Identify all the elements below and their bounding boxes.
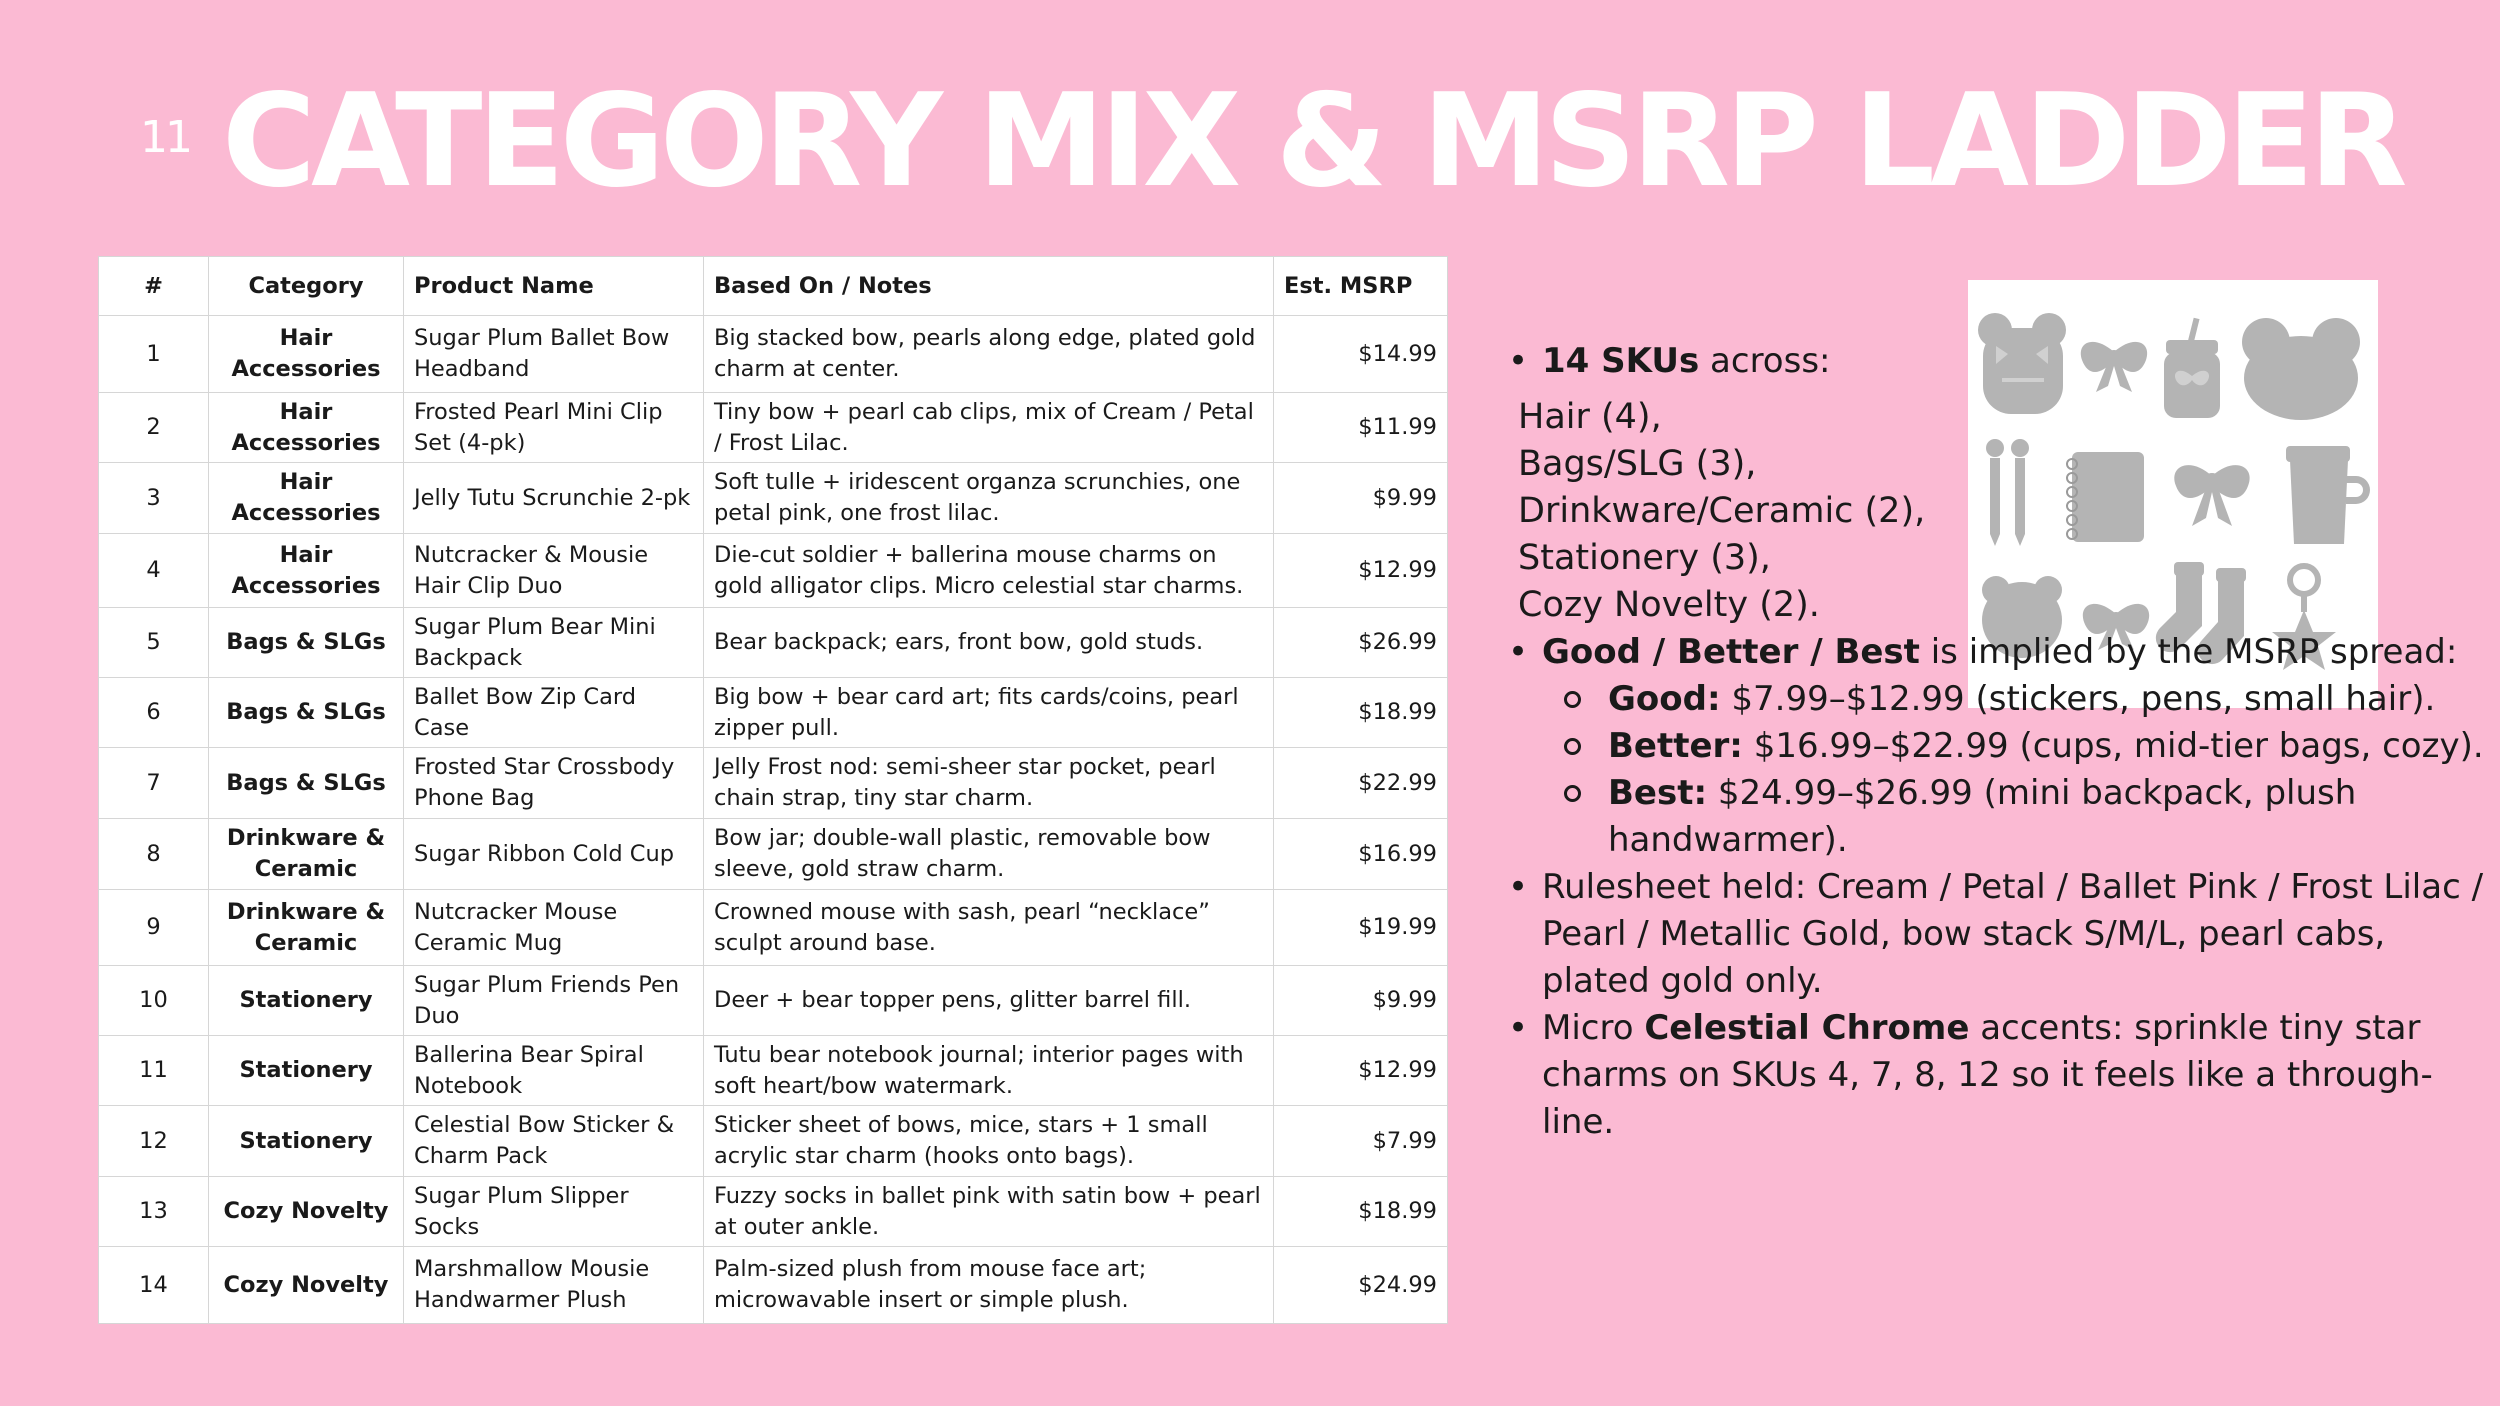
row-msrp: $12.99	[1274, 534, 1448, 608]
row-product-name: Frosted Pearl Mini Clip Set (4-pk)	[404, 393, 704, 463]
row-category: Cozy Novelty	[209, 1177, 404, 1247]
category-count-stationery: Stationery (3),	[1518, 538, 1771, 578]
row-number: 4	[99, 534, 209, 608]
table-row	[99, 534, 1448, 608]
row-product-name: Celestial Bow Sticker & Charm Pack	[404, 1106, 704, 1177]
tier-good	[1542, 676, 2488, 723]
row-product-name: Ballerina Bear Spiral Notebook	[404, 1036, 704, 1106]
row-number: 2	[99, 393, 209, 463]
row-product-name: Sugar Plum Bear Mini Backpack	[404, 608, 704, 678]
gbb-bullet	[1508, 629, 2488, 864]
row-category: Bags & SLGs	[209, 608, 404, 678]
row-product-name: Jelly Tutu Scrunchie 2-pk	[404, 463, 704, 534]
gbb-tier-list	[1542, 676, 2488, 864]
row-notes: Jelly Frost nod: semi-sheer star pocket, pearl chain strap, tiny star charm.	[704, 748, 1274, 819]
sku-count-rest: across:	[1699, 341, 1831, 381]
row-category: Hair Accessories	[209, 463, 404, 534]
category-count-cozy: Cozy Novelty (2).	[1518, 585, 1820, 625]
row-msrp: $7.99	[1274, 1106, 1448, 1177]
row-msrp: $22.99	[1274, 748, 1448, 819]
row-notes: Big stacked bow, pearls along edge, plated gold charm at center.	[704, 316, 1274, 393]
table-row	[99, 1036, 1448, 1106]
category-count-hair: Hair (4),	[1518, 397, 1662, 437]
category-count-bags: Bags/SLG (3),	[1518, 444, 1757, 484]
row-number: 3	[99, 463, 209, 534]
row-notes: Bow jar; double-wall plastic, removable bow sleeve, gold straw charm.	[704, 819, 1274, 890]
table-row	[99, 463, 1448, 534]
summary-panel	[1508, 338, 2488, 1146]
gbb-heading-rest: is implied by the MSRP spread:	[1919, 632, 2458, 672]
row-category: Stationery	[209, 1106, 404, 1177]
celestial-bullet	[1508, 1005, 2488, 1146]
row-product-name: Nutcracker Mouse Ceramic Mug	[404, 890, 704, 966]
table-body	[99, 316, 1448, 1324]
row-notes: Crowned mouse with sash, pearl “necklace” sculpt around base.	[704, 890, 1274, 966]
tier-best-text: $24.99–$26.99 (mini backpack, plush handwarmer).	[1608, 773, 2357, 860]
row-number: 10	[99, 966, 209, 1036]
row-product-name: Sugar Ribbon Cold Cup	[404, 819, 704, 890]
row-product-name: Nutcracker & Mousie Hair Clip Duo	[404, 534, 704, 608]
row-msrp: $24.99	[1274, 1247, 1448, 1324]
row-notes: Die-cut soldier + ballerina mouse charms on gold alligator clips. Micro celestial star charms.	[704, 534, 1274, 608]
tier-best	[1542, 770, 2488, 864]
table-row	[99, 393, 1448, 463]
row-category: Drinkware & Ceramic	[209, 819, 404, 890]
row-number: 13	[99, 1177, 209, 1247]
row-msrp: $18.99	[1274, 678, 1448, 748]
row-notes: Palm-sized plush from mouse face art; microwavable insert or simple plush.	[704, 1247, 1274, 1324]
col-header-notes: Based On / Notes	[704, 257, 1274, 316]
celestial-rest: accents: sprinkle tiny star charms on SKUs 4, 7, 8, 12 so it feels like a through-line.	[1542, 1008, 2433, 1142]
row-number: 6	[99, 678, 209, 748]
table-row	[99, 890, 1448, 966]
col-header-product-name: Product Name	[404, 257, 704, 316]
row-category: Stationery	[209, 966, 404, 1036]
category-count-drinkware: Drinkware/Ceramic (2),	[1518, 491, 1926, 531]
table-row	[99, 316, 1448, 393]
row-product-name: Sugar Plum Friends Pen Duo	[404, 966, 704, 1036]
sku-count-bullet	[1508, 338, 2488, 385]
slide-number: 11	[140, 112, 190, 163]
col-header-number: #	[99, 257, 209, 316]
row-category: Hair Accessories	[209, 393, 404, 463]
row-number: 8	[99, 819, 209, 890]
category-breakdown	[1518, 394, 2488, 629]
row-category: Bags & SLGs	[209, 748, 404, 819]
celestial-pre: Micro	[1542, 1008, 1645, 1048]
row-msrp: $14.99	[1274, 316, 1448, 393]
celestial-heading: Celestial Chrome	[1644, 1008, 1970, 1048]
table-row	[99, 966, 1448, 1036]
table-row	[99, 819, 1448, 890]
row-notes: Fuzzy socks in ballet pink with satin bow + pearl at outer ankle.	[704, 1177, 1274, 1247]
tier-good-text: $7.99–$12.99 (stickers, pens, small hair).	[1720, 679, 2436, 719]
row-number: 11	[99, 1036, 209, 1106]
row-category: Hair Accessories	[209, 534, 404, 608]
row-category: Bags & SLGs	[209, 678, 404, 748]
row-category: Stationery	[209, 1036, 404, 1106]
row-product-name: Sugar Plum Ballet Bow Headband	[404, 316, 704, 393]
tier-better-label: Better:	[1608, 726, 1743, 766]
row-notes: Sticker sheet of bows, mice, stars + 1 small acrylic star charm (hooks onto bags).	[704, 1106, 1274, 1177]
row-msrp: $9.99	[1274, 966, 1448, 1036]
tier-best-label: Best:	[1608, 773, 1708, 813]
table-row	[99, 1106, 1448, 1177]
row-msrp: $12.99	[1274, 1036, 1448, 1106]
row-msrp: $11.99	[1274, 393, 1448, 463]
row-product-name: Ballet Bow Zip Card Case	[404, 678, 704, 748]
table-row	[99, 678, 1448, 748]
col-header-category: Category	[209, 257, 404, 316]
msrp-table	[98, 256, 1448, 1324]
row-product-name: Sugar Plum Slipper Socks	[404, 1177, 704, 1247]
row-product-name: Marshmallow Mousie Handwarmer Plush	[404, 1247, 704, 1324]
table-header-row	[99, 257, 1448, 316]
row-number: 14	[99, 1247, 209, 1324]
row-notes: Tiny bow + pearl cab clips, mix of Cream / Petal / Frost Lilac.	[704, 393, 1274, 463]
row-number: 9	[99, 890, 209, 966]
table-row	[99, 1247, 1448, 1324]
row-notes: Soft tulle + iridescent organza scrunchies, one petal pink, one frost lilac.	[704, 463, 1274, 534]
col-header-msrp: Est. MSRP	[1274, 257, 1448, 316]
row-category: Cozy Novelty	[209, 1247, 404, 1324]
row-number: 5	[99, 608, 209, 678]
row-notes: Tutu bear notebook journal; interior pages with soft heart/bow watermark.	[704, 1036, 1274, 1106]
tier-good-label: Good:	[1608, 679, 1721, 719]
page-title: CATEGORY MIX & MSRP LADDER	[222, 67, 2403, 216]
row-number: 7	[99, 748, 209, 819]
row-product-name: Frosted Star Crossbody Phone Bag	[404, 748, 704, 819]
table-row	[99, 608, 1448, 678]
row-category: Drinkware & Ceramic	[209, 890, 404, 966]
row-category: Hair Accessories	[209, 316, 404, 393]
table-row	[99, 1177, 1448, 1247]
row-msrp: $9.99	[1274, 463, 1448, 534]
row-notes: Bear backpack; ears, front bow, gold studs.	[704, 608, 1274, 678]
row-msrp: $19.99	[1274, 890, 1448, 966]
row-notes: Deer + bear topper pens, glitter barrel fill.	[704, 966, 1274, 1036]
row-number: 12	[99, 1106, 209, 1177]
row-number: 1	[99, 316, 209, 393]
rulesheet-bullet: • Rulesheet held: Cream / Petal / Ballet Pink / Frost Lilac / Pearl / Metallic Gold, bow stack S/M/L, pearl cabs, plated gold only.	[1508, 864, 2488, 1005]
tier-better-text: $16.99–$22.99 (cups, mid-tier bags, cozy).	[1742, 726, 2484, 766]
table-row	[99, 748, 1448, 819]
row-msrp: $18.99	[1274, 1177, 1448, 1247]
sku-count: 14 SKUs	[1542, 341, 1700, 381]
row-notes: Big bow + bear card art; fits cards/coins, pearl zipper pull.	[704, 678, 1274, 748]
gbb-heading: Good / Better / Best	[1542, 632, 1920, 672]
tier-better	[1542, 723, 2488, 770]
row-msrp: $26.99	[1274, 608, 1448, 678]
row-msrp: $16.99	[1274, 819, 1448, 890]
